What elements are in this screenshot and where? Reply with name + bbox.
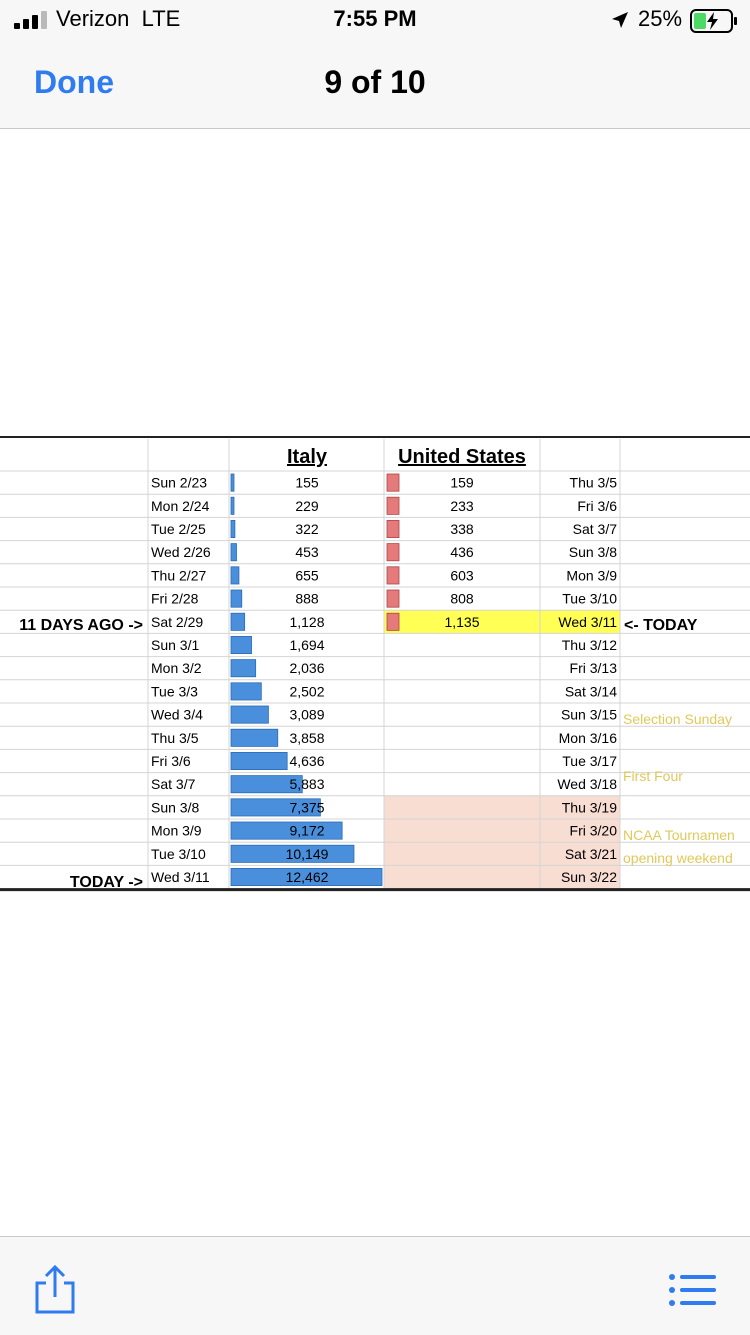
us-bar	[387, 474, 399, 491]
us-value-label: 603	[450, 567, 474, 584]
italy-date-label: Sun 2/23	[151, 474, 208, 491]
italy-bar	[231, 822, 342, 839]
italy-bar	[231, 729, 278, 746]
us-date-label: Fri 3/13	[569, 660, 617, 677]
network-type: LTE	[141, 6, 181, 31]
italy-value-label: 322	[295, 521, 319, 537]
us-date-label: Tue 3/10	[562, 590, 617, 607]
italy-date-label: Mon 2/24	[151, 497, 210, 514]
us-value-label: 1,135	[444, 613, 480, 630]
bottom-toolbar	[0, 1236, 750, 1335]
ncaa-tournament-note: NCAA Tournamen	[623, 827, 735, 843]
italy-date-label: Wed 3/4	[151, 706, 203, 723]
italy-value-label: 12,462	[285, 869, 329, 885]
navigation-bar	[0, 40, 750, 129]
italy-bar	[231, 590, 242, 607]
us-value-label: 233	[450, 497, 474, 514]
us-value-label: 436	[450, 544, 474, 561]
italy-value-label: 7,375	[289, 799, 325, 816]
italy-value-label: 655	[295, 567, 319, 584]
italy-bar	[231, 520, 235, 537]
italy-bar	[231, 683, 261, 700]
italy-date-label: Fri 2/28	[151, 590, 199, 607]
italy-value-label: 229	[295, 497, 319, 514]
us-date-label: Tue 3/17	[562, 753, 617, 769]
us-date-label: Wed 3/11	[558, 613, 617, 630]
list-icon[interactable]	[668, 1273, 718, 1307]
us-bar	[387, 520, 399, 537]
italy-date-label: Tue 2/25	[151, 521, 206, 537]
battery-charging-icon	[690, 9, 738, 33]
italy-date-label: Wed 3/11	[151, 869, 210, 885]
opening-weekend-note: opening weekend	[623, 850, 733, 866]
italy-value-label: 10,149	[285, 845, 329, 862]
today-marker-right: <- TODAY	[624, 617, 698, 634]
italy-value-label: 3,858	[289, 729, 325, 746]
clock: 7:55 PM	[333, 6, 417, 31]
italy-bar	[231, 660, 256, 677]
us-date-label: Fri 3/6	[577, 497, 617, 514]
share-icon[interactable]	[32, 1265, 78, 1315]
us-bar	[387, 567, 399, 584]
italy-bar	[231, 497, 234, 514]
italy-header: Italy	[286, 446, 328, 468]
italy-date-label: Sun 3/8	[151, 799, 200, 816]
italy-date-label: Sat 3/7	[151, 776, 196, 793]
us-value-label: 338	[450, 521, 474, 537]
italy-value-label: 155	[295, 474, 319, 491]
italy-bar	[231, 636, 252, 653]
italy-date-label: Sat 2/29	[151, 613, 204, 630]
italy-date-label: Fri 3/6	[151, 753, 191, 769]
italy-date-label: Wed 2/26	[151, 544, 211, 561]
us-date-label: Sun 3/8	[568, 544, 617, 561]
italy-date-label: Tue 3/3	[151, 683, 198, 700]
italy-value-label: 1,128	[289, 613, 325, 630]
italy-value-label: 453	[295, 544, 319, 561]
us-date-label: Fri 3/20	[569, 822, 617, 839]
italy-bar	[231, 544, 236, 561]
italy-bar	[231, 567, 239, 584]
us-bar	[387, 590, 399, 607]
status-bar	[0, 0, 750, 40]
us-date-label: Mon 3/9	[566, 567, 617, 584]
italy-value-label: 2,502	[289, 683, 325, 700]
today-marker-left: TODAY ->	[69, 874, 143, 891]
italy-date-label: Mon 3/2	[151, 660, 202, 677]
italy-value-label: 1,694	[289, 637, 325, 653]
italy-date-label: Mon 3/9	[151, 822, 202, 839]
us-date-label: Wed 3/18	[557, 776, 617, 793]
us-date-label: Sat 3/14	[564, 683, 617, 700]
italy-bar	[231, 706, 268, 723]
italy-value-label: 4,636	[289, 753, 325, 769]
us-date-label: Sun 3/15	[560, 706, 617, 723]
italy-date-label: Tue 3/10	[151, 845, 206, 862]
italy-bar	[231, 752, 287, 769]
italy-value-label: 888	[295, 590, 319, 607]
italy-value-label: 3,089	[289, 706, 325, 723]
location-arrow-icon	[610, 10, 630, 30]
us-bar	[387, 497, 399, 514]
eleven-days-ago-marker: 11 DAYS AGO ->	[19, 617, 143, 634]
us-date-label: Sun 3/22	[560, 869, 617, 885]
us-date-label: Mon 3/16	[558, 729, 617, 746]
italy-date-label: Thu 3/5	[151, 729, 199, 746]
us-bar	[387, 544, 399, 561]
page-title: 9 of 10	[324, 64, 426, 100]
italy-bar	[231, 613, 245, 630]
us-date-label: Sat 3/21	[564, 845, 617, 862]
us-date-label: Thu 3/12	[561, 637, 617, 653]
italy-date-label: Sun 3/1	[151, 637, 200, 653]
italy-value-label: 2,036	[289, 660, 325, 677]
us-value-label: 159	[450, 474, 474, 491]
image-viewer[interactable]	[0, 129, 750, 1235]
done-button[interactable]: Done	[34, 64, 114, 100]
italy-value-label: 9,172	[289, 822, 325, 839]
battery-percent: 25%	[638, 6, 683, 31]
us-date-label: Thu 3/19	[561, 799, 617, 816]
first-four-note: First Four	[623, 768, 683, 784]
carrier-name: Verizon	[56, 6, 130, 31]
italy-value-label: 5,883	[289, 776, 325, 793]
italy-date-label: Thu 2/27	[151, 567, 207, 584]
us-bar	[387, 613, 399, 630]
selection-sunday-note: Selection Sunday	[623, 711, 732, 727]
us-value-label: 808	[450, 590, 474, 607]
us-date-label: Sat 3/7	[572, 521, 617, 537]
italy-bar	[231, 474, 234, 491]
us-header: United States	[398, 446, 526, 468]
us-date-label: Thu 3/5	[569, 474, 617, 491]
comparison-table-image	[0, 129, 750, 1235]
